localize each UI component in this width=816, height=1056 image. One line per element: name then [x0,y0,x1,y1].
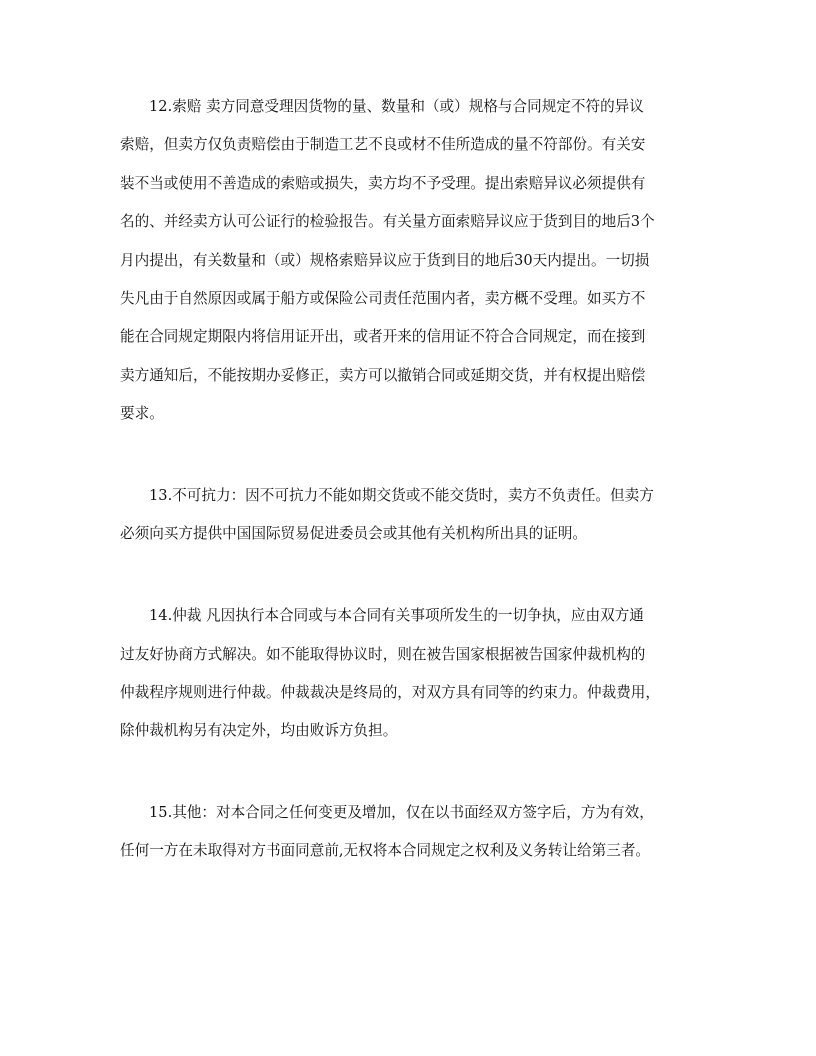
paragraph-line: 名的、并经卖方认可公证行的检验报告。有关量方面索赔异议应于货到目的地后3个 [120,213,655,231]
clause-14-arbitration [120,597,696,751]
paragraph-line: 除仲裁机构另有决定外，均由败诉方负担。 [120,722,398,740]
paragraph-line: 月内提出，有关数量和（或）规格索赔异议应于货到目的地后30天内提出。一切损 [120,251,650,269]
paragraph-line: 15.其他：对本合同之任何变更及增加，仅在以书面经双方签字后，方为有效， [149,803,654,821]
paragraph-line: 任何一方在未取得对方书面同意前,无权将本合同规定之权利及义务转让给第三者。 [120,842,651,860]
paragraph-line: 失凡由于自然原因或属于船方或保险公司责任范围内者，卖方概不受理。如买方不 [120,289,646,307]
paragraph-line: 索赔，但卖方仅负责赔偿由于制造工艺不良或材不佳所造成的量不符部份。有关安 [120,136,646,154]
paragraph-line: 12.索赔 卖方同意受理因货物的量、数量和（或）规格与合同规定不符的异议 [149,98,644,115]
paragraph-line: 13.不可抗力：因不可抗力不能如期交货或不能交货时，卖方不负责任。但卖方 [149,486,654,504]
paragraph-line: 装不当或使用不善造成的索赔或损失，卖方均不予受理。提出索赔异议必须提供有 [120,174,646,192]
paragraph-line: 卖方通知后，不能按期办妥修正，卖方可以撤销合同或延期交货，并有权提出赔偿 [120,366,646,384]
paragraph-line: 仲裁程序规则进行仲裁。仲裁裁决是终局的，对双方具有同等的约束力。仲裁费用， [120,684,660,702]
clause-12-claims [120,88,696,434]
paragraph-line: 过友好协商方式解决。如不能取得协议时，则在被告国家根据被告国家仲裁机构的 [120,645,646,663]
paragraph-line: 能在合同规定期限内将信用证开出，或者开来的信用证不符合合同规定，而在接到 [120,328,646,346]
paragraph-line: 必须向买方提供中国国际贸易促进委员会或其他有关机构所出具的证明。 [120,524,588,542]
paragraph-line: 要求。 [120,405,164,423]
clause-15-other [120,794,696,871]
clause-13-force-majeure [120,477,696,554]
document-body [120,88,696,871]
paragraph-line: 14.仲裁 凡因执行本合同或与本合同有关事项所发生的一切争执，应由双方通 [149,607,644,625]
